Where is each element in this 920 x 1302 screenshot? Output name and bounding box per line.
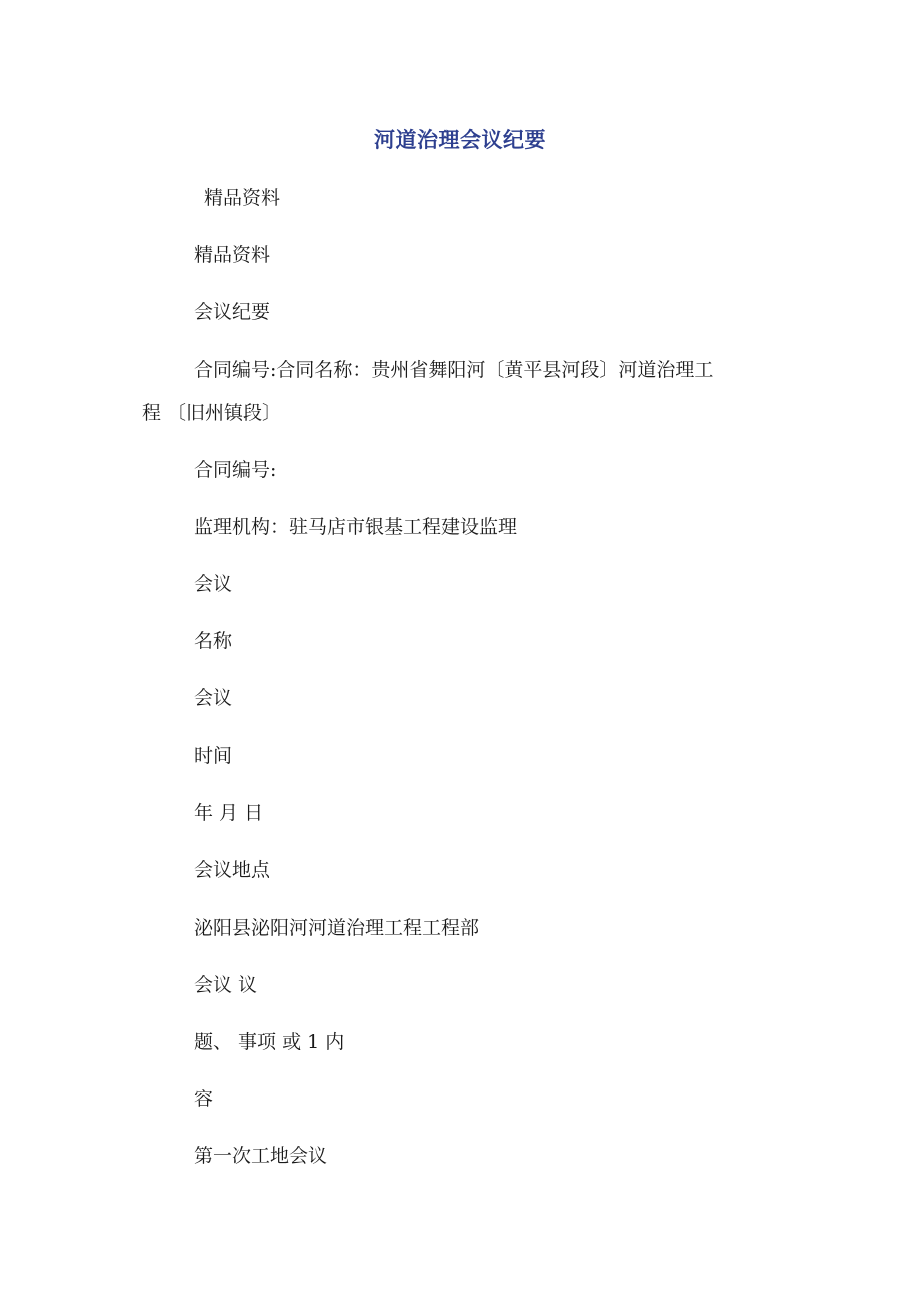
contract-number-line: 合同编号: <box>194 459 277 481</box>
text-line: 会议地点 <box>194 859 271 881</box>
text-line: 名称 <box>194 630 233 652</box>
meeting-subject-line: 第一次工地会议 <box>194 1145 328 1167</box>
text-line: 题、 事项 或 1 内 <box>194 1031 345 1053</box>
text-line: 会议 议 <box>194 974 258 996</box>
text-line: 精品资料 <box>194 244 271 266</box>
document-title: 河道治理会议纪要 <box>374 128 546 152</box>
contract-name-line: 合同编号:合同名称：贵州省舞阳河〔黄平县河段〕河道治理工 <box>194 359 714 381</box>
text-line: 时间 <box>194 745 233 767</box>
meeting-location-line: 泌阳县泌阳河河道治理工程工程部 <box>194 917 480 939</box>
text-line: 会议 <box>194 687 233 709</box>
text-line: 会议纪要 <box>194 301 271 323</box>
meeting-date-line: 年 月 日 <box>194 802 264 824</box>
contract-name-continuation: 程 〔旧州镇段〕 <box>142 402 282 424</box>
text-line: 精品资料 <box>204 187 281 209</box>
supervision-agency-line: 监理机构：驻马店市银基工程建设监理 <box>194 516 518 538</box>
text-line: 容 <box>194 1088 214 1110</box>
text-line: 会议 <box>194 573 233 595</box>
